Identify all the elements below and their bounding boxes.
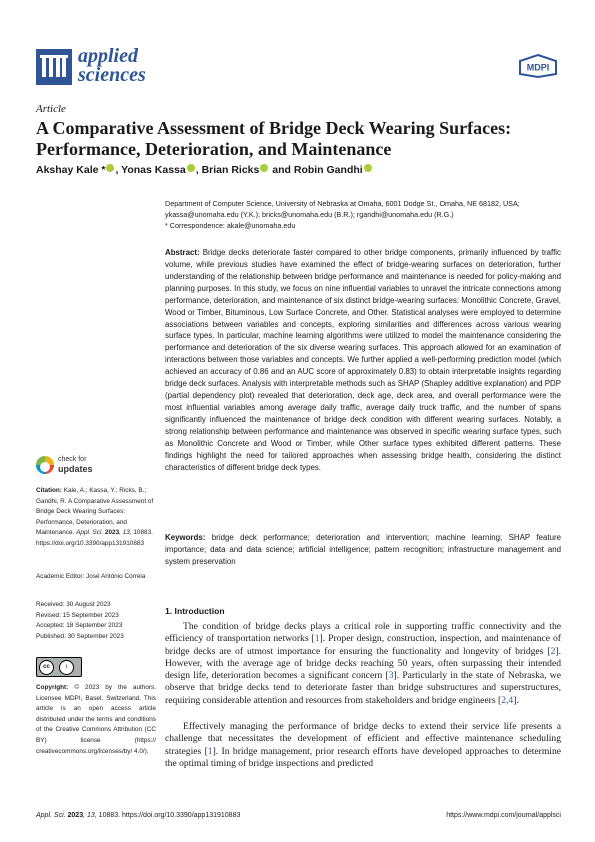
reference-link[interactable]: 3 [388,670,394,682]
reference-link[interactable]: 2 [550,645,556,657]
abstract-text: Bridge decks deteriorate faster compared to other bridge components, primarily influenced by traffic volume, while previous studies have examined the effect of bridge-wearing surfaces on deterioration, further understanding of the relationship between bridge performance and maintenance is needed for policy-making and planning purposes. In this study, we focus on nine influential variables to unravel the intricate connections among performance, deterioration, and maintenance of six distinct bridge-wearing surfaces: Monolithic Concrete, Gravel, Wood or Timber, Bituminous, Low Surface Concrete, and Other. Statistical analyses were employed to determine associations between variables and concepts, exploring similarities and differences across various wearing surface types. In particular, machine learning algorithms were utilized to model the maintenance considering the performance and deterioration of the six diverse wearing surfaces. This approach allowed for an examination of interactions between those variables and concepts. We further applied a well-performing prediction model (which achieved an accuracy of 0.86 and an AUC score of approximately 0.83) to obtain interpretable insights regarding bridge deck surfaces. Analysis with interpretable methods such as SHAP (Shapley additive explanation) and PDP (partial dependency plot) revealed that deterioration, deck age, deck area, and overall performance were the most influential variables among average daily traffic, average daily truck traffic, and the number of spans significantly influenced the maintenance of bridge deck condition with different wearing surfaces. Notably, a strong relationship between performance and maintenance was observed in specific wearing surface types, such as Monolithic Concrete and Wood or Timber, while Other surface types exhibited different patterns. These findings highlight the need for tailored approaches when assessing bridge health, considering the distinct characteristics of different bridge deck types. [165,248,561,472]
reference-link[interactable]: 2,4 [501,694,514,706]
journal-logo-icon [36,49,72,85]
author-name[interactable]: Yonas Kassa [121,164,186,176]
author-list: Akshay Kale * , Yonas Kassa , Brian Ricks and Robin Gandhi [36,164,556,176]
check-updates-icon [36,456,54,474]
accepted-date: Accepted: 18 September 2023 [36,622,123,630]
intro-paragraph-1: The condition of bridge decks plays a critical role in supporting traffic connectivity and the efficiency of transportation networks [1]. Proper design, construction, inspection, and maintenance of bridge decks are of utmost importance for ensuring the functionality and longevity of bridges [2]. However, with the average age of bridge decks reaching 50 years, often surpassing their intended design life, deterioration becomes a significant concern [3]. Particularly in the state of Nebraska, we observe that bridge decks tend to deteriorate faster than bridge substructures and superstructures, requiring considerable attention and resources from stakeholders and bridge engineers [2,4]. [165,621,561,706]
citation-doi[interactable]: , 10883. https://doi.org/10.3390/app131910883 [36,529,153,547]
page-footer [36,812,561,819]
affiliation-line: Department of Computer Science, University of Nebraska at Omaha, 6001 Dodge St., Omaha, NE 68182, USA; [165,199,520,208]
affiliation-emails: ykassa@unomaha.edu (Y.K.); bricks@unomaha.edu (B.R.); rgandhi@unomaha.edu (R.G.) [165,210,454,219]
cc-icon: cc [39,660,54,675]
author-name[interactable]: Robin Gandhi [293,164,363,176]
affiliation [165,198,565,231]
orcid-icon[interactable] [364,164,372,172]
author-name[interactable]: Brian Ricks [201,164,260,176]
academic-editor: Academic Editor: José António Correia [36,573,146,580]
check-updates-line1: check for [58,456,87,463]
copyright: Copyright: © 2023 by the authors. Licensee MDPI, Basel, Switzerland. This article is an open access article distributed under the terms and conditions of the Creative Commons Attribution (CC BY) license (https:// creativecommons.org/licenses/by/ 4.0/). [36,684,156,755]
section-heading: 1. Introduction [165,606,225,616]
orcid-icon[interactable] [106,164,114,172]
published-date: Published: 30 September 2023 [36,632,124,640]
mdpi-logo-text: MDPI [526,62,550,73]
intro-paragraph-2: Effectively managing the performance of bridge decks to extend their service life presents a challenge that necessitates the development of efficient and effective maintenance scheduling strategies [1]. In bridge management, prior research efforts have developed approaches to determine the optimal timing of bridge inspections and predicted [165,721,562,769]
journal-name-line2: sciences [78,64,146,86]
journal-url-link[interactable]: https://www.mdpi.com/journal/applsci [446,812,561,819]
paper-title: A Comparative Assessment of Bridge Deck Wearing Surfaces: Performance, Deterioration, and Maintenance [36,118,512,159]
keywords-text: bridge deck performance; deterioration and intervention; machine learning; SHAP feature importance; data and data science; artificial intelligence; pattern recognition; infrastructure management and system preservation [165,533,561,566]
cc-by-license-badge[interactable] [36,657,82,677]
check-updates-line2: updates [58,464,93,474]
abstract-label: Abstract: [165,248,200,257]
journal-name [78,47,146,85]
abstract [165,247,561,474]
check-for-updates-button[interactable] [36,454,116,478]
footer-doi-link[interactable]: , 10883. https://doi.org/10.3390/app131910883 [94,812,241,819]
attribution-icon: i [59,660,74,675]
correspondence: * Correspondence: akale@unomaha.edu [165,221,296,230]
keywords [165,532,561,568]
citation: Citation: Kale, A.; Kassa, Y.; Ricks, B.; Gandhi, R. A Comparative Assessment of Bridge Deck Wearing Surfaces: Performance, Deterioration, and Maintenance. Appl. Sci. 2023, 13, 10883. https://doi.org/10.3390/app131910883 [36,487,154,547]
keywords-label: Keywords: [165,533,206,542]
orcid-icon[interactable] [187,164,195,172]
received-date: Received: 30 August 2023 [36,601,111,608]
journal-logo [36,45,196,91]
dates [36,600,156,642]
reference-link[interactable]: 1 [314,633,320,645]
reference-link[interactable]: 1 [207,745,213,757]
footer-citation: Appl. Sci. 2023, 13, 10883. https://doi.org/10.3390/app131910883 [36,812,241,819]
revised-date: Revised: 15 September 2023 [36,611,119,619]
orcid-icon[interactable] [260,164,268,172]
article-type: Article [36,103,66,115]
mdpi-logo [518,54,558,78]
author-name[interactable]: Akshay Kale [36,164,99,176]
journal-name-line1: applied [78,45,138,67]
